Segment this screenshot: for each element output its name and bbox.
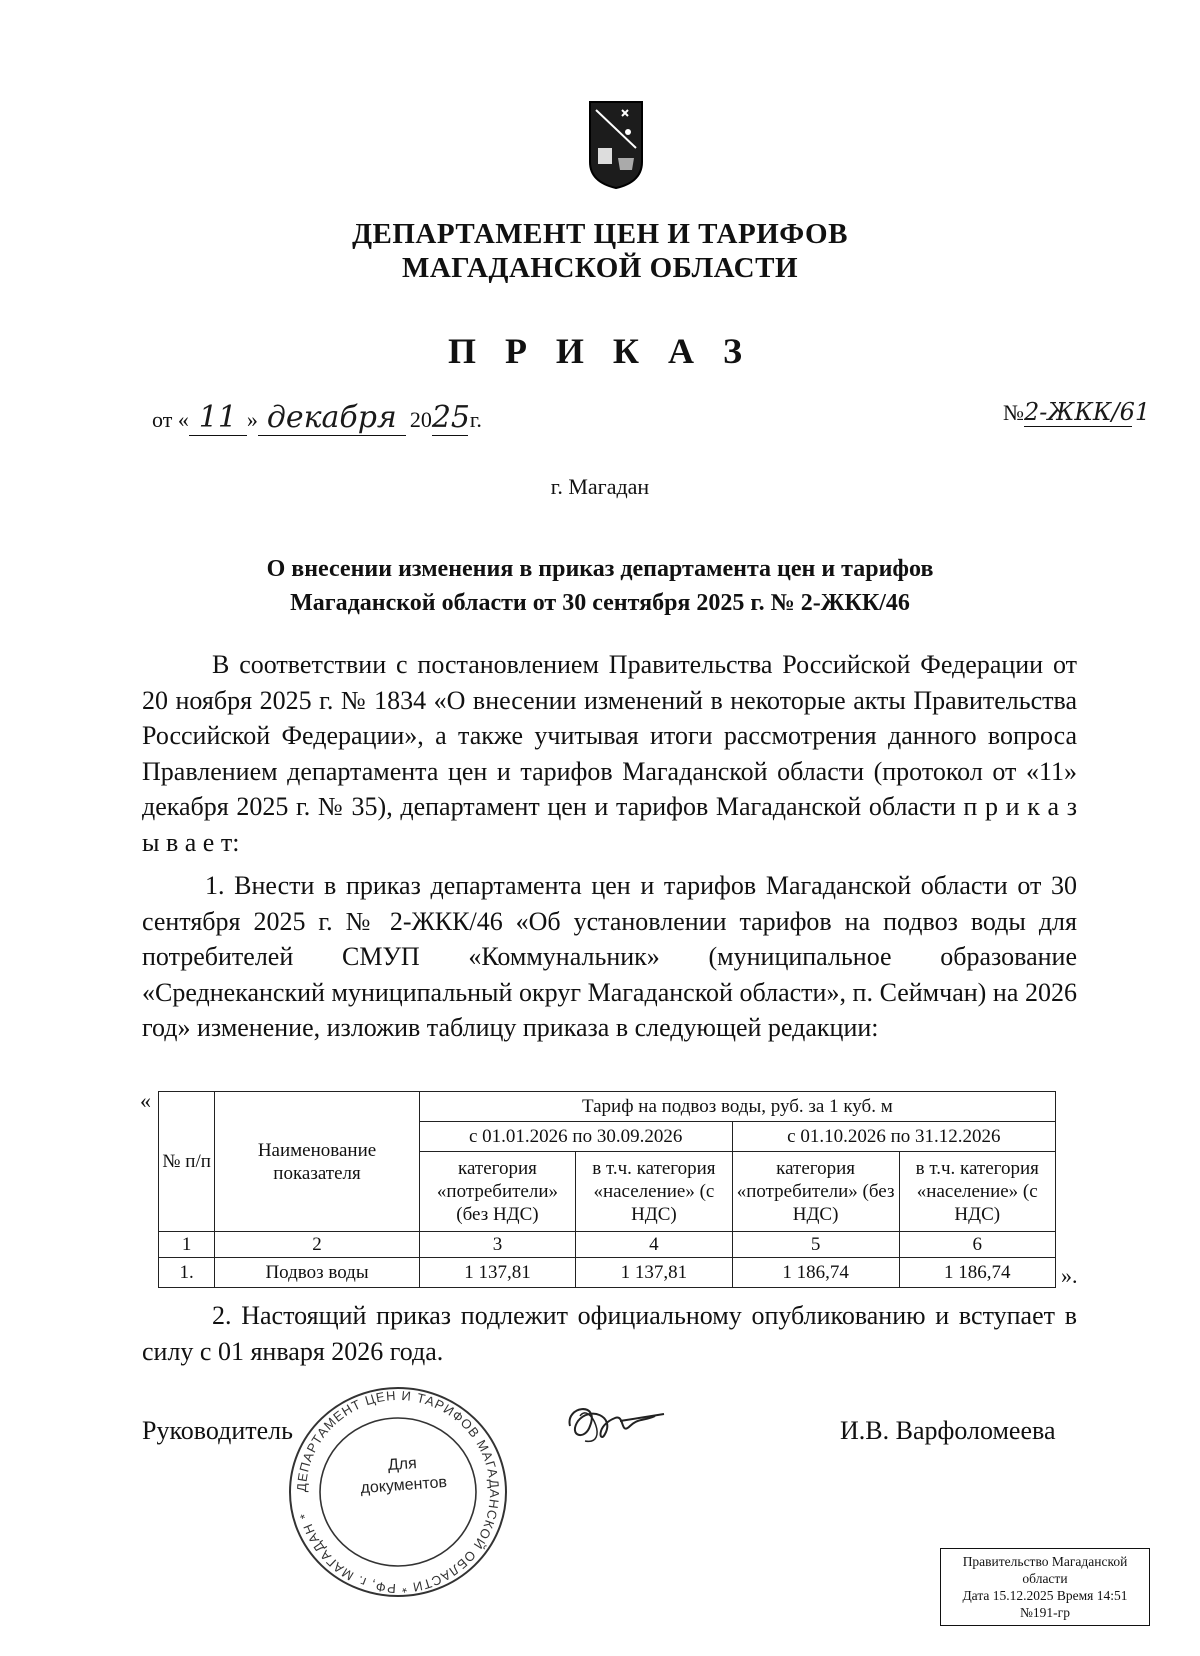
index-cell: 1 — [159, 1232, 215, 1258]
number-prefix: № — [1003, 400, 1024, 425]
tariff-table — [158, 1091, 1056, 1288]
signature-icon — [560, 1396, 670, 1456]
index-cell: 3 — [419, 1232, 575, 1258]
reg-line3: Дата 15.12.2025 Время 14:51 — [962, 1588, 1128, 1603]
table-close-quote: ». — [1061, 1263, 1078, 1288]
date-mid: » — [246, 407, 258, 432]
order-date — [152, 400, 482, 436]
body-paragraph-1: В соответствии с постановлением Правительства Российской Федерации от 20 ноября 2025 г. № 1834 «О внесении изменений в некоторые акты Правительства Российской Федерации», а также учитывая итоги рассмотрения данного вопроса Правлением департамента цен и тарифов Магаданской области (протокол от «11» декабря 2025 г. № 35), департамент цен и тарифов Магаданской области п р и к а з ы в а е т: — [142, 650, 1077, 857]
row-name: Подвоз воды — [215, 1258, 419, 1288]
subject-line2: Магаданской области от 30 сентября 2025 г. № 2-ЖКК/46 — [290, 590, 910, 616]
header-name: Наименование показателя — [215, 1092, 419, 1232]
header-num: № п/п — [159, 1092, 215, 1232]
index-cell: 4 — [576, 1232, 732, 1258]
header-p2-population: в т.ч. категория «население» (с НДС) — [899, 1152, 1055, 1232]
stamp-inner-line2: документов — [359, 1473, 448, 1497]
date-year-suffix: 25 — [431, 400, 471, 435]
header-period-2: с 01.10.2026 по 31.12.2026 — [732, 1122, 1055, 1152]
row-p2-consumers: 1 186,74 — [732, 1258, 899, 1288]
reg-line1: Правительство Магаданской — [962, 1554, 1128, 1569]
reg-line2: области — [1022, 1571, 1068, 1586]
signer-name: И.В. Варфоломеева — [840, 1416, 1056, 1445]
table-row — [159, 1258, 1056, 1288]
order-number — [1003, 398, 1151, 427]
index-cell: 2 — [215, 1232, 419, 1258]
row-p2-population: 1 186,74 — [899, 1258, 1055, 1288]
subject-line1: О внесении изменения в приказ департамента цен и тарифов — [266, 556, 934, 582]
row-num: 1. — [159, 1258, 215, 1288]
document-type-title: П Р И К А З — [447, 331, 753, 371]
coat-of-arms-icon — [588, 100, 644, 190]
date-suffix: г. — [469, 407, 482, 432]
header-p1-consumers: категория «потребители» (без НДС) — [419, 1152, 575, 1232]
body-paragraph-3: 2. Настоящий приказ подлежит официальному опубликованию и вступает в силу с 01 января 2026 года. — [142, 1301, 1077, 1366]
index-row — [159, 1232, 1056, 1258]
registration-stamp — [940, 1548, 1150, 1626]
number-value: 2-ЖКК/61 — [1024, 398, 1151, 426]
body-paragraph-2: 1. Внести в приказ департамента цен и тарифов Магаданской области от 30 сентября 2025 г. № 2-ЖКК/46 «Об установлении тарифов на подвоз воды для потребителей СМУП «Коммунальник» (муниципальное образование «Среднеканский муниципальный округ Магаданской области», п. Сеймчан) на 2026 год» изменение, изложив таблицу приказа в следующей редакции: — [142, 871, 1077, 1042]
department-name-line2: МАГАДАНСКОЙ ОБЛАСТИ — [401, 252, 799, 284]
row-p1-population: 1 137,81 — [576, 1258, 732, 1288]
header-p2-consumers: категория «потребители» (без НДС) — [732, 1152, 899, 1232]
index-cell: 6 — [899, 1232, 1055, 1258]
date-day: 11 — [189, 400, 247, 436]
department-name-line1: ДЕПАРТАМЕНТ ЦЕН И ТАРИФОВ — [352, 218, 848, 250]
signer-title: Руководитель — [142, 1416, 293, 1445]
reg-line4: №191-гр — [1020, 1605, 1070, 1620]
header-period-1: с 01.01.2026 по 30.09.2026 — [419, 1122, 732, 1152]
index-cell: 5 — [732, 1232, 899, 1258]
table-open-quote: « — [140, 1088, 151, 1113]
row-p1-consumers: 1 137,81 — [419, 1258, 575, 1288]
date-month: декабря — [258, 400, 406, 436]
city: г. Магадан — [550, 474, 650, 499]
header-tariff-group: Тариф на подвоз воды, руб. за 1 куб. м — [419, 1092, 1055, 1122]
date-year-prefix: 20 — [409, 407, 432, 432]
stamp-inner-line1: Для — [387, 1455, 418, 1475]
date-prefix: от « — [152, 407, 189, 432]
stamp-outer-text: ДЕПАРТАМЕНТ ЦЕН И ТАРИФОВ МАГАДАНСКОЙ ОБЛАСТИ * РФ, г. МАГАДАН * — [293, 1387, 503, 1597]
header-p1-population: в т.ч. категория «население» (с НДС) — [576, 1152, 732, 1232]
